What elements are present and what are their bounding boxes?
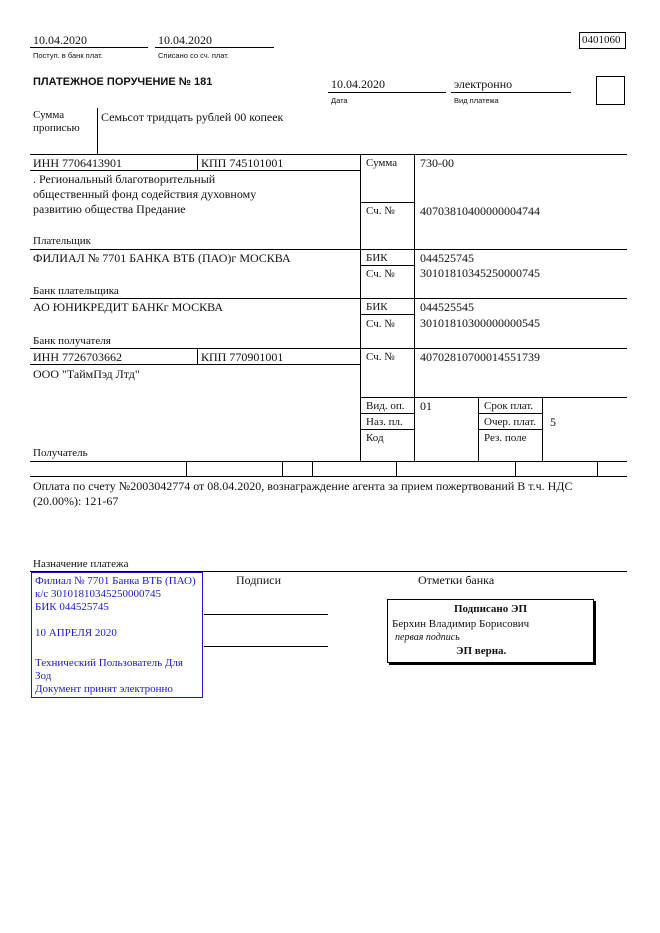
purpose-line-1: Оплата по счету №2003042774 от 08.04.2020, вознаграждение агента за прием пожертвований В т.ч. НДС <box>33 479 573 493</box>
divider <box>360 397 627 398</box>
payer-bank-account-label: Сч. № <box>366 268 395 280</box>
signatures-label: Подписи <box>236 573 282 587</box>
op-type-label: Вид. оп. <box>366 400 405 412</box>
bank-stamp-line-2: к/с 30101810345250000745 <box>35 588 162 600</box>
divider <box>360 154 361 461</box>
reserve-label: Рез. поле <box>484 432 527 444</box>
op-type: 01 <box>420 399 432 413</box>
bank-received-label: Поступ. в банк плат. <box>33 51 103 60</box>
amount-value: 730-00 <box>420 156 454 170</box>
payer-bank-name: ФИЛИАЛ № 7701 БАНКА ВТБ (ПАО)г МОСКВА <box>33 251 291 265</box>
bank-stamp-line-4: Технический Пользователь Для <box>35 657 183 669</box>
bank-stamp-line-3: БИК 044525745 <box>35 601 109 613</box>
payee-bik: 044525545 <box>420 300 474 314</box>
priority-value: 5 <box>550 415 556 429</box>
divider <box>542 397 543 461</box>
payee-name: ООО "ТаймПэд Лтд" <box>33 367 140 381</box>
payer-bik-label: БИК <box>366 252 388 264</box>
signature-line-1 <box>204 614 328 615</box>
divider <box>478 397 479 461</box>
divider <box>197 154 198 170</box>
payment-date: 10.04.2020 <box>331 77 385 91</box>
divider <box>360 413 414 414</box>
payee-account-label: Сч. № <box>366 351 395 363</box>
payee-bank-account: 30101810300000000545 <box>420 316 540 330</box>
form-code: 0401060 <box>582 34 621 46</box>
divider <box>478 413 542 414</box>
bank-stamp-line-5: Зод <box>35 670 52 682</box>
e-signature-title: Подписано ЭП <box>453 603 528 615</box>
divider <box>30 154 627 155</box>
payer-account: 40703810400000004744 <box>420 204 540 218</box>
e-signature-status: ЭП верна. <box>456 645 507 657</box>
payee-inn: ИНН 7726703662 <box>33 350 122 364</box>
payee-bank-account-label: Сч. № <box>366 318 395 330</box>
payer-name-3: развитию общества Предание <box>33 202 186 216</box>
signature-line-2 <box>204 646 328 647</box>
divider <box>30 348 627 349</box>
bank-received-date: 10.04.2020 <box>33 33 87 47</box>
divider <box>597 461 598 476</box>
page-title: ПЛАТЕЖНОЕ ПОРУЧЕНИЕ № 181 <box>33 76 213 88</box>
bank-stamp-line-1: Филиал № 7701 Банка ВТБ (ПАО) <box>35 575 196 587</box>
payer-account-label: Сч. № <box>366 205 395 217</box>
debited-label: Списано со сч. плат. <box>158 51 229 60</box>
divider <box>360 314 414 315</box>
divider <box>30 476 627 477</box>
divider <box>451 92 571 93</box>
divider <box>515 461 516 476</box>
priority-label: Очер. плат. <box>484 416 537 428</box>
payer-bik: 044525745 <box>420 251 474 265</box>
payer-label: Плательщик <box>33 235 91 247</box>
e-signature-signer: Берхин Владимир Борисович <box>392 618 530 630</box>
purpose-label: Назначение платежа <box>33 558 129 570</box>
amount-words-label-1: Сумма <box>33 109 65 121</box>
payee-label: Получатель <box>33 447 88 459</box>
payment-type: электронно <box>454 77 513 91</box>
divider <box>30 461 627 462</box>
payer-bank-label: Банк плательщика <box>33 285 119 297</box>
divider <box>478 429 542 430</box>
bank-marks-label: Отметки банка <box>418 573 495 587</box>
payment-date-label: Дата <box>331 96 348 105</box>
payment-code-box <box>596 76 625 105</box>
bank-stamp-line-6: Документ принят электронно <box>35 683 173 695</box>
payer-kpp: КПП 745101001 <box>201 156 284 170</box>
payer-name-2: общественный фонд содействия духовному <box>33 187 257 201</box>
payer-name-1: . Региональный благотворительный <box>33 172 216 186</box>
divider <box>414 154 415 461</box>
divider <box>186 461 187 476</box>
amount-words-label-2: прописью <box>33 122 80 134</box>
divider <box>30 298 627 299</box>
payer-bank-account: 30101810345250000745 <box>420 266 540 280</box>
divider <box>328 92 446 93</box>
divider <box>360 265 414 266</box>
divider <box>396 461 397 476</box>
debited-date: 10.04.2020 <box>158 33 212 47</box>
bank-stamp-date: 10 АПРЕЛЯ 2020 <box>35 627 117 639</box>
payee-account: 40702810700014551739 <box>420 350 540 364</box>
divider <box>282 461 283 476</box>
amount-words-value: Семьсот тридцать рублей 00 копеек <box>101 110 284 124</box>
divider <box>360 202 414 203</box>
payee-bank-label: Банк получателя <box>33 335 111 347</box>
divider <box>30 47 148 48</box>
payee-kpp: КПП 770901001 <box>201 350 284 364</box>
code-label: Код <box>366 432 384 444</box>
payment-type-label: Вид платежа <box>454 96 499 105</box>
payee-bank-name: АО ЮНИКРЕДИТ БАНКг МОСКВА <box>33 300 223 314</box>
purpose-code-label: Наз. пл. <box>366 416 403 428</box>
divider <box>360 429 414 430</box>
divider <box>155 47 274 48</box>
amount-label: Сумма <box>366 157 398 169</box>
payee-bik-label: БИК <box>366 301 388 313</box>
divider <box>97 108 98 154</box>
purpose-line-2: (20.00%): 121-67 <box>33 494 119 508</box>
divider <box>312 461 313 476</box>
e-signature-role: первая подпись <box>395 632 460 643</box>
divider <box>30 249 627 250</box>
divider <box>197 348 198 364</box>
term-label: Срок плат. <box>484 400 534 412</box>
payer-inn: ИНН 7706413901 <box>33 156 122 170</box>
